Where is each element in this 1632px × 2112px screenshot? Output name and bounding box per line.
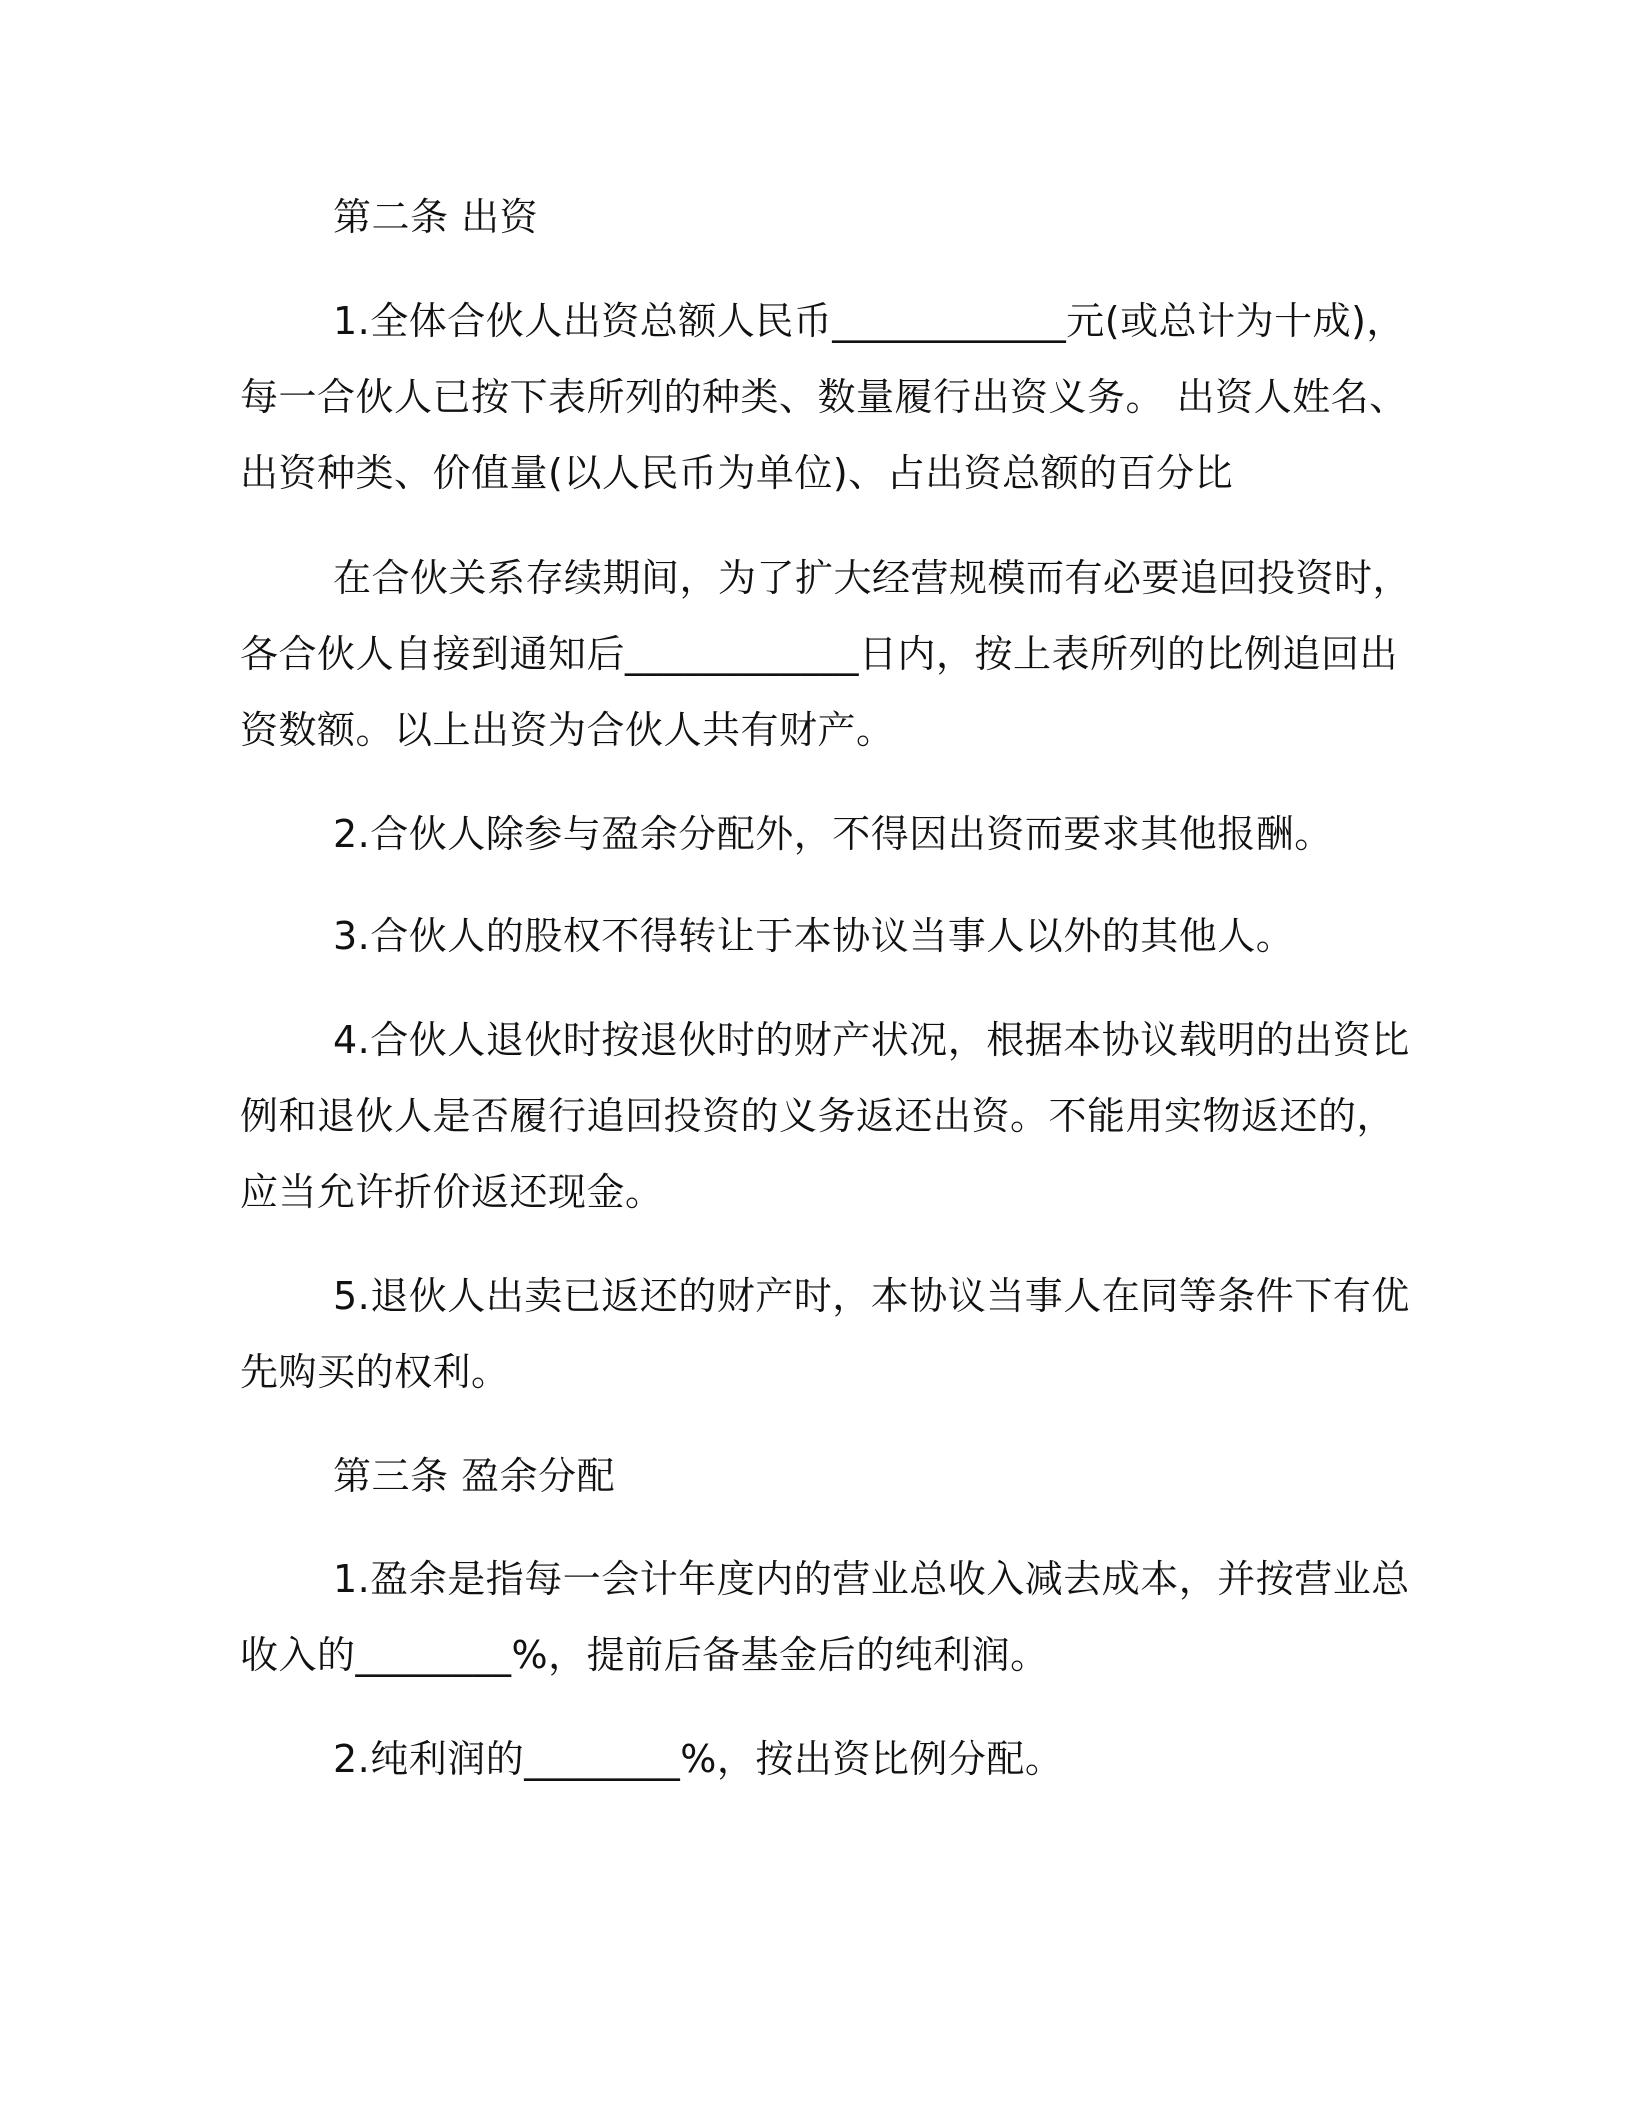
section-2-p4-line-3: 应当允许折价返还现金。 xyxy=(240,1170,664,1214)
section-2-heading: 第二条 出资 xyxy=(333,195,539,239)
section-3-p1-line-1: 1.盈余是指每一会计年度内的营业总收入减去成本，并按营业总 xyxy=(333,1557,1410,1601)
section-2-p1-line-2: 每一合伙人已按下表所列的种类、数量履行出资义务。 出资人姓名、 xyxy=(240,375,1408,419)
section-2-recall-line-1: 在合伙关系存续期间，为了扩大经营规模而有必要追回投资时， xyxy=(333,556,1412,600)
section-2-recall-line-2: 各合伙人自接到通知后____________日内，按上表所列的比例追回出 xyxy=(240,632,1399,676)
section-3-heading: 第三条 盈余分配 xyxy=(333,1454,616,1498)
section-3-p1-line-2: 收入的________%，提前后备基金后的纯利润。 xyxy=(240,1633,1049,1677)
section-2-p3: 3.合伙人的股权不得转让于本协议当事人以外的其他人。 xyxy=(333,914,1295,958)
section-2-p5-line-1: 5.退伙人出卖已返还的财产时，本协议当事人在同等条件下有优 xyxy=(333,1274,1410,1318)
section-2-p1-line-3: 出资种类、价值量(以人民币为单位)、占出资总额的百分比 xyxy=(240,451,1234,495)
section-2-p5-line-2: 先购买的权利。 xyxy=(240,1350,510,1394)
section-2-p1-line-1: 1.全体合伙人出资总额人民币____________元(或总计为十成)， xyxy=(333,299,1405,343)
section-2-recall-line-3: 资数额。以上出资为合伙人共有财产。 xyxy=(240,708,895,752)
section-2-p4-line-1: 4.合伙人退伙时按退伙时的财产状况，根据本协议载明的出资比 xyxy=(333,1018,1410,1062)
section-3-p2: 2.纯利润的________%，按出资比例分配。 xyxy=(333,1737,1064,1781)
section-2-p4-line-2: 例和退伙人是否履行追回投资的义务返还出资。不能用实物返还的， xyxy=(240,1094,1396,1138)
section-2-p2: 2.合伙人除参与盈余分配外，不得因出资而要求其他报酬。 xyxy=(333,812,1333,856)
